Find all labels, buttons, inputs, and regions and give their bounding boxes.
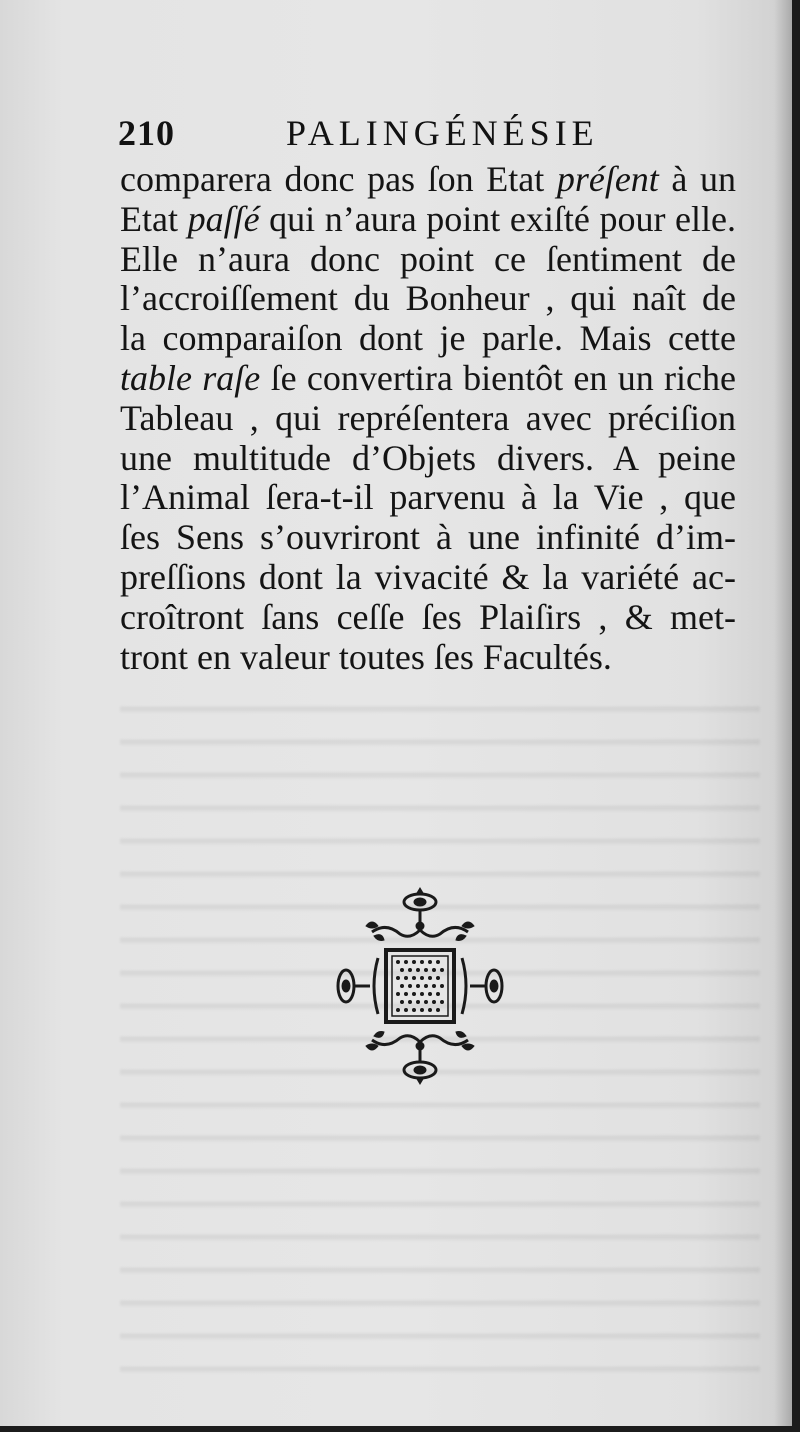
text-line: croîtront ſans ceſſe ſes Plaiſirs , & met- xyxy=(120,596,736,637)
text-line: Tableau , qui repréſentera avec préciſion xyxy=(120,397,736,438)
text-line: l’Animal ſera-t-il parvenu à la Vie , que xyxy=(120,477,736,518)
page-header xyxy=(118,112,738,152)
page-number: 210 xyxy=(118,113,175,153)
text-line: la comparaiſon dont je parle. Mais cette xyxy=(120,318,736,359)
text-line: comparera donc pas ſon Etat préſent à un xyxy=(120,159,736,199)
text-line: ſes Sens s’ouvriront à une infinité d’im- xyxy=(120,517,736,558)
text-line: une multitude d’Objets divers. A peine xyxy=(120,437,736,478)
text-line: Etat paſſé qui n’aura point exiſté pour elle. xyxy=(120,198,736,239)
fleuron-tailpiece-icon xyxy=(330,886,510,1086)
text-line: table raſe ſe convertira bientôt en un riche xyxy=(120,357,736,398)
text-line: tront en valeur toutes ſes Facultés. xyxy=(120,636,612,677)
text-line: Elle n’aura donc point ce ſentiment de xyxy=(120,238,736,279)
text-line: l’accroiſſement du Bonheur , qui naît de xyxy=(120,278,736,319)
page-edge-shadow xyxy=(774,0,792,1426)
running-title: PALINGÉNÉSIE xyxy=(286,113,599,153)
text-line: preſſions dont la vivacité & la variété ac- xyxy=(120,556,736,597)
body-text xyxy=(120,160,736,677)
